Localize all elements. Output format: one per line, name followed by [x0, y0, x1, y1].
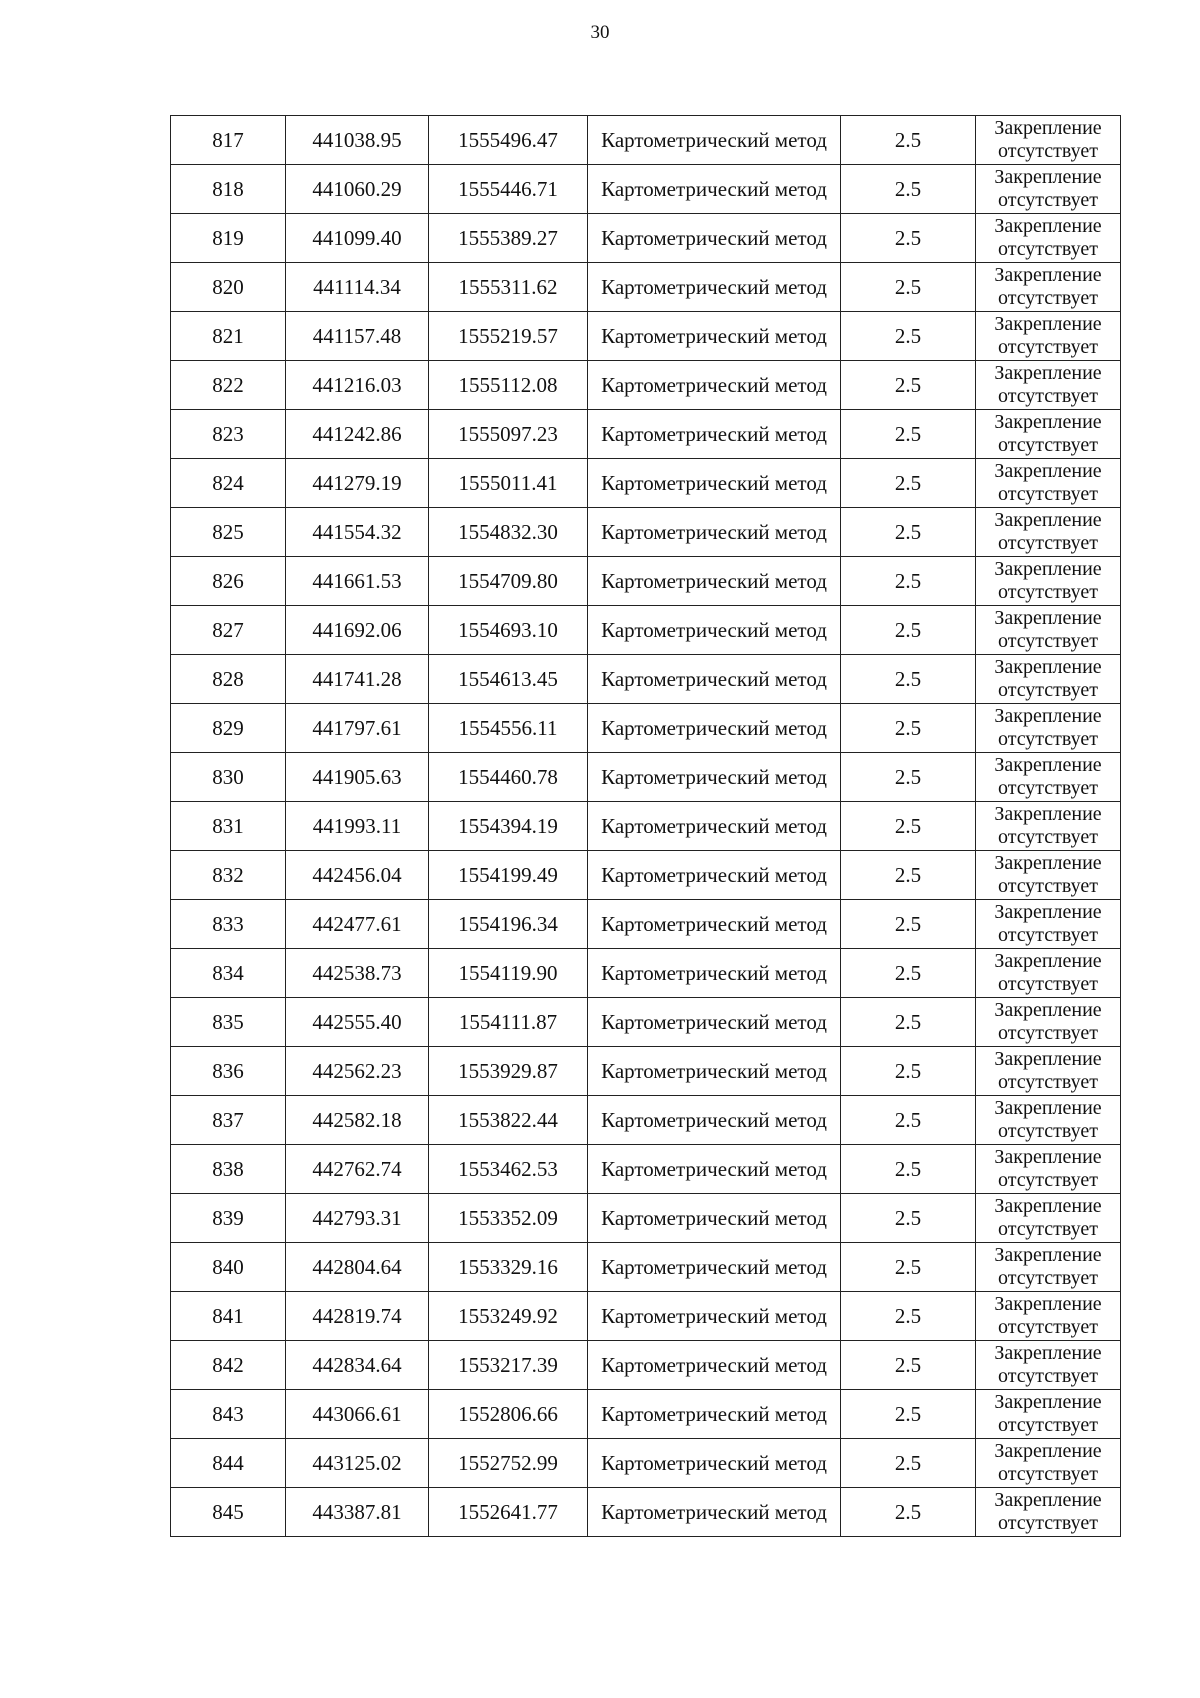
fixing-text-line: Закрепление: [994, 1195, 1102, 1217]
table-row: [171, 1243, 1121, 1292]
fixing-text-line: Закрепление: [994, 558, 1102, 580]
table-row: [171, 214, 1121, 263]
y-coordinate-cell: 1555496.47: [429, 116, 588, 165]
fixing-text-line: отсутствует: [997, 826, 1099, 848]
x-coordinate-cell: 442819.74: [286, 1292, 429, 1341]
fixing-text-line: Закрепление: [994, 313, 1102, 335]
fixing-text-line: отсутствует: [997, 532, 1099, 554]
fixing-text-line: Закрепление: [994, 509, 1102, 531]
point-number-cell: 820: [171, 263, 286, 312]
method-cell: Картометрический метод: [588, 704, 841, 753]
point-number-cell: 834: [171, 949, 286, 998]
point-number-cell: 822: [171, 361, 286, 410]
table-row: [171, 1194, 1121, 1243]
fixing-text-line: Закрепление: [994, 1048, 1102, 1070]
accuracy-cell: 2.5: [841, 1439, 976, 1488]
fixing-cell: [976, 214, 1121, 263]
fixing-cell: [976, 1292, 1121, 1341]
fixing-cell: [976, 1439, 1121, 1488]
accuracy-cell: 2.5: [841, 704, 976, 753]
accuracy-cell: 2.5: [841, 606, 976, 655]
fixing-text-line: Закрепление: [994, 754, 1102, 776]
fixing-text-line: отсутствует: [997, 1316, 1099, 1338]
y-coordinate-cell: 1554832.30: [429, 508, 588, 557]
y-coordinate-cell: 1554199.49: [429, 851, 588, 900]
accuracy-cell: 2.5: [841, 851, 976, 900]
fixing-cell: [976, 410, 1121, 459]
table-row: [171, 998, 1121, 1047]
table-row: [171, 312, 1121, 361]
table-row: [171, 557, 1121, 606]
table-row: [171, 1047, 1121, 1096]
y-coordinate-cell: 1554196.34: [429, 900, 588, 949]
fixing-cell: [976, 606, 1121, 655]
fixing-text-line: отсутствует: [997, 679, 1099, 701]
method-cell: Картометрический метод: [588, 410, 841, 459]
fixing-text-line: Закрепление: [994, 1097, 1102, 1119]
table-row: [171, 263, 1121, 312]
y-coordinate-cell: 1553249.92: [429, 1292, 588, 1341]
x-coordinate-cell: 441741.28: [286, 655, 429, 704]
table-row: [171, 116, 1121, 165]
fixing-text-line: отсутствует: [997, 924, 1099, 946]
method-cell: Картометрический метод: [588, 214, 841, 263]
point-number-cell: 824: [171, 459, 286, 508]
method-cell: Картометрический метод: [588, 851, 841, 900]
accuracy-cell: 2.5: [841, 998, 976, 1047]
fixing-cell: [976, 753, 1121, 802]
fixing-text-line: отсутствует: [997, 1071, 1099, 1093]
y-coordinate-cell: 1555311.62: [429, 263, 588, 312]
method-cell: Картометрический метод: [588, 1194, 841, 1243]
method-cell: Картометрический метод: [588, 263, 841, 312]
fixing-text-line: Закрепление: [994, 1391, 1102, 1413]
page-number: 30: [590, 22, 610, 43]
method-cell: Картометрический метод: [588, 459, 841, 508]
x-coordinate-cell: 441661.53: [286, 557, 429, 606]
fixing-text-line: Закрепление: [994, 1244, 1102, 1266]
fixing-text-line: отсутствует: [997, 1218, 1099, 1240]
fixing-text-line: Закрепление: [994, 117, 1102, 139]
x-coordinate-cell: 442555.40: [286, 998, 429, 1047]
table-row: [171, 1145, 1121, 1194]
point-number-cell: 837: [171, 1096, 286, 1145]
y-coordinate-cell: 1553929.87: [429, 1047, 588, 1096]
method-cell: Картометрический метод: [588, 998, 841, 1047]
fixing-text-line: отсутствует: [997, 875, 1099, 897]
accuracy-cell: 2.5: [841, 802, 976, 851]
method-cell: Картометрический метод: [588, 116, 841, 165]
accuracy-cell: 2.5: [841, 1047, 976, 1096]
fixing-text-line: Закрепление: [994, 264, 1102, 286]
table-row: [171, 410, 1121, 459]
table-row: [171, 508, 1121, 557]
accuracy-cell: 2.5: [841, 508, 976, 557]
fixing-text-line: Закрепление: [994, 999, 1102, 1021]
fixing-cell: [976, 949, 1121, 998]
x-coordinate-cell: 443125.02: [286, 1439, 429, 1488]
table-row: [171, 900, 1121, 949]
x-coordinate-cell: 442804.64: [286, 1243, 429, 1292]
fixing-cell: [976, 1390, 1121, 1439]
fixing-text-line: Закрепление: [994, 607, 1102, 629]
x-coordinate-cell: 441038.95: [286, 116, 429, 165]
fixing-cell: [976, 312, 1121, 361]
accuracy-cell: 2.5: [841, 900, 976, 949]
accuracy-cell: 2.5: [841, 1096, 976, 1145]
point-number-cell: 843: [171, 1390, 286, 1439]
point-number-cell: 844: [171, 1439, 286, 1488]
accuracy-cell: 2.5: [841, 459, 976, 508]
fixing-cell: [976, 1243, 1121, 1292]
fixing-text-line: отсутствует: [997, 483, 1099, 505]
fixing-cell: [976, 998, 1121, 1047]
table-row: [171, 753, 1121, 802]
method-cell: Картометрический метод: [588, 655, 841, 704]
fixing-text-line: отсутствует: [997, 1169, 1099, 1191]
fixing-text-line: отсутствует: [997, 1512, 1099, 1534]
fixing-text-line: отсутствует: [997, 777, 1099, 799]
fixing-cell: [976, 1488, 1121, 1537]
x-coordinate-cell: 441905.63: [286, 753, 429, 802]
fixing-text-line: отсутствует: [997, 140, 1099, 162]
x-coordinate-cell: 443066.61: [286, 1390, 429, 1439]
fixing-text-line: Закрепление: [994, 1440, 1102, 1462]
fixing-cell: [976, 459, 1121, 508]
point-number-cell: 832: [171, 851, 286, 900]
fixing-cell: [976, 900, 1121, 949]
fixing-cell: [976, 1096, 1121, 1145]
x-coordinate-cell: 442582.18: [286, 1096, 429, 1145]
point-number-cell: 828: [171, 655, 286, 704]
accuracy-cell: 2.5: [841, 312, 976, 361]
fixing-text-line: отсутствует: [997, 973, 1099, 995]
fixing-text-line: отсутствует: [997, 238, 1099, 260]
method-cell: Картометрический метод: [588, 606, 841, 655]
x-coordinate-cell: 442762.74: [286, 1145, 429, 1194]
fixing-cell: [976, 1047, 1121, 1096]
fixing-cell: [976, 851, 1121, 900]
accuracy-cell: 2.5: [841, 655, 976, 704]
y-coordinate-cell: 1554394.19: [429, 802, 588, 851]
point-number-cell: 829: [171, 704, 286, 753]
point-number-cell: 836: [171, 1047, 286, 1096]
fixing-text-line: Закрепление: [994, 1146, 1102, 1168]
y-coordinate-cell: 1554613.45: [429, 655, 588, 704]
fixing-cell: [976, 1145, 1121, 1194]
fixing-text-line: отсутствует: [997, 1120, 1099, 1142]
x-coordinate-cell: 441099.40: [286, 214, 429, 263]
y-coordinate-cell: 1553352.09: [429, 1194, 588, 1243]
method-cell: Картометрический метод: [588, 1243, 841, 1292]
fixing-cell: [976, 165, 1121, 214]
fixing-text-line: Закрепление: [994, 1293, 1102, 1315]
table-row: [171, 606, 1121, 655]
accuracy-cell: 2.5: [841, 1341, 976, 1390]
y-coordinate-cell: 1555219.57: [429, 312, 588, 361]
x-coordinate-cell: 442456.04: [286, 851, 429, 900]
accuracy-cell: 2.5: [841, 214, 976, 263]
point-number-cell: 830: [171, 753, 286, 802]
accuracy-cell: 2.5: [841, 1488, 976, 1537]
fixing-text-line: Закрепление: [994, 460, 1102, 482]
point-number-cell: 845: [171, 1488, 286, 1537]
accuracy-cell: 2.5: [841, 410, 976, 459]
point-number-cell: 827: [171, 606, 286, 655]
method-cell: Картометрический метод: [588, 753, 841, 802]
fixing-text-line: Закрепление: [994, 1489, 1102, 1511]
method-cell: Картометрический метод: [588, 949, 841, 998]
y-coordinate-cell: 1552752.99: [429, 1439, 588, 1488]
x-coordinate-cell: 441060.29: [286, 165, 429, 214]
accuracy-cell: 2.5: [841, 1292, 976, 1341]
fixing-text-line: отсутствует: [997, 581, 1099, 603]
x-coordinate-cell: 441797.61: [286, 704, 429, 753]
point-number-cell: 821: [171, 312, 286, 361]
accuracy-cell: 2.5: [841, 557, 976, 606]
fixing-text-line: отсутствует: [997, 336, 1099, 358]
table-row: [171, 1096, 1121, 1145]
fixing-cell: [976, 1341, 1121, 1390]
point-number-cell: 819: [171, 214, 286, 263]
method-cell: Картометрический метод: [588, 802, 841, 851]
method-cell: Картометрический метод: [588, 1292, 841, 1341]
y-coordinate-cell: 1553217.39: [429, 1341, 588, 1390]
fixing-text-line: Закрепление: [994, 852, 1102, 874]
fixing-text-line: Закрепление: [994, 1342, 1102, 1364]
fixing-text-line: отсутствует: [997, 434, 1099, 456]
point-number-cell: 838: [171, 1145, 286, 1194]
x-coordinate-cell: 443387.81: [286, 1488, 429, 1537]
table-row: [171, 459, 1121, 508]
y-coordinate-cell: 1552641.77: [429, 1488, 588, 1537]
accuracy-cell: 2.5: [841, 116, 976, 165]
fixing-text-line: Закрепление: [994, 950, 1102, 972]
fixing-text-line: Закрепление: [994, 656, 1102, 678]
table-row: [171, 1390, 1121, 1439]
fixing-cell: [976, 704, 1121, 753]
fixing-text-line: отсутствует: [997, 1365, 1099, 1387]
fixing-cell: [976, 361, 1121, 410]
fixing-text-line: Закрепление: [994, 803, 1102, 825]
method-cell: Картометрический метод: [588, 900, 841, 949]
method-cell: Картометрический метод: [588, 1047, 841, 1096]
y-coordinate-cell: 1555389.27: [429, 214, 588, 263]
fixing-text-line: отсутствует: [997, 287, 1099, 309]
fixing-cell: [976, 116, 1121, 165]
method-cell: Картометрический метод: [588, 1096, 841, 1145]
method-cell: Картометрический метод: [588, 361, 841, 410]
fixing-text-line: Закрепление: [994, 362, 1102, 384]
method-cell: Картометрический метод: [588, 508, 841, 557]
y-coordinate-cell: 1553462.53: [429, 1145, 588, 1194]
fixing-cell: [976, 557, 1121, 606]
table-row: [171, 1488, 1121, 1537]
table-row: [171, 802, 1121, 851]
fixing-text-line: отсутствует: [997, 630, 1099, 652]
method-cell: Картометрический метод: [588, 1390, 841, 1439]
point-number-cell: 839: [171, 1194, 286, 1243]
x-coordinate-cell: 441216.03: [286, 361, 429, 410]
y-coordinate-cell: 1555097.23: [429, 410, 588, 459]
fixing-text-line: Закрепление: [994, 705, 1102, 727]
coordinates-table-body: [171, 116, 1121, 1537]
fixing-text-line: Закрепление: [994, 411, 1102, 433]
point-number-cell: 826: [171, 557, 286, 606]
table-row: [171, 1341, 1121, 1390]
table-row: [171, 949, 1121, 998]
x-coordinate-cell: 441114.34: [286, 263, 429, 312]
fixing-text-line: отсутствует: [997, 385, 1099, 407]
coordinates-table: [170, 115, 1121, 1537]
x-coordinate-cell: 441554.32: [286, 508, 429, 557]
point-number-cell: 842: [171, 1341, 286, 1390]
y-coordinate-cell: 1554556.11: [429, 704, 588, 753]
accuracy-cell: 2.5: [841, 753, 976, 802]
accuracy-cell: 2.5: [841, 1390, 976, 1439]
x-coordinate-cell: 441692.06: [286, 606, 429, 655]
table-row: [171, 1292, 1121, 1341]
y-coordinate-cell: 1554111.87: [429, 998, 588, 1047]
fixing-cell: [976, 655, 1121, 704]
table-row: [171, 704, 1121, 753]
x-coordinate-cell: 442834.64: [286, 1341, 429, 1390]
x-coordinate-cell: 441242.86: [286, 410, 429, 459]
x-coordinate-cell: 441157.48: [286, 312, 429, 361]
point-number-cell: 817: [171, 116, 286, 165]
method-cell: Картометрический метод: [588, 1439, 841, 1488]
accuracy-cell: 2.5: [841, 1145, 976, 1194]
fixing-text-line: отсутствует: [997, 1463, 1099, 1485]
x-coordinate-cell: 442562.23: [286, 1047, 429, 1096]
method-cell: Картометрический метод: [588, 165, 841, 214]
fixing-text-line: отсутствует: [997, 1414, 1099, 1436]
accuracy-cell: 2.5: [841, 263, 976, 312]
method-cell: Картометрический метод: [588, 1488, 841, 1537]
method-cell: Картометрический метод: [588, 1341, 841, 1390]
fixing-text-line: Закрепление: [994, 901, 1102, 923]
fixing-text-line: Закрепление: [994, 166, 1102, 188]
accuracy-cell: 2.5: [841, 1243, 976, 1292]
point-number-cell: 823: [171, 410, 286, 459]
point-number-cell: 818: [171, 165, 286, 214]
point-number-cell: 835: [171, 998, 286, 1047]
x-coordinate-cell: 442793.31: [286, 1194, 429, 1243]
fixing-text-line: отсутствует: [997, 1022, 1099, 1044]
method-cell: Картометрический метод: [588, 557, 841, 606]
table-row: [171, 655, 1121, 704]
y-coordinate-cell: 1554693.10: [429, 606, 588, 655]
point-number-cell: 825: [171, 508, 286, 557]
point-number-cell: 840: [171, 1243, 286, 1292]
accuracy-cell: 2.5: [841, 1194, 976, 1243]
y-coordinate-cell: 1553329.16: [429, 1243, 588, 1292]
y-coordinate-cell: 1554119.90: [429, 949, 588, 998]
point-number-cell: 831: [171, 802, 286, 851]
point-number-cell: 841: [171, 1292, 286, 1341]
fixing-text-line: Закрепление: [994, 215, 1102, 237]
table-row: [171, 1439, 1121, 1488]
accuracy-cell: 2.5: [841, 949, 976, 998]
fixing-cell: [976, 802, 1121, 851]
method-cell: Картометрический метод: [588, 312, 841, 361]
y-coordinate-cell: 1555446.71: [429, 165, 588, 214]
fixing-text-line: отсутствует: [997, 728, 1099, 750]
fixing-cell: [976, 263, 1121, 312]
x-coordinate-cell: 442477.61: [286, 900, 429, 949]
method-cell: Картометрический метод: [588, 1145, 841, 1194]
table-row: [171, 851, 1121, 900]
x-coordinate-cell: 441279.19: [286, 459, 429, 508]
fixing-cell: [976, 1194, 1121, 1243]
y-coordinate-cell: 1554460.78: [429, 753, 588, 802]
fixing-text-line: отсутствует: [997, 1267, 1099, 1289]
y-coordinate-cell: 1554709.80: [429, 557, 588, 606]
accuracy-cell: 2.5: [841, 361, 976, 410]
point-number-cell: 833: [171, 900, 286, 949]
x-coordinate-cell: 442538.73: [286, 949, 429, 998]
accuracy-cell: 2.5: [841, 165, 976, 214]
y-coordinate-cell: 1553822.44: [429, 1096, 588, 1145]
y-coordinate-cell: 1552806.66: [429, 1390, 588, 1439]
table-row: [171, 361, 1121, 410]
x-coordinate-cell: 441993.11: [286, 802, 429, 851]
table-row: [171, 165, 1121, 214]
fixing-text-line: отсутствует: [997, 189, 1099, 211]
y-coordinate-cell: 1555112.08: [429, 361, 588, 410]
y-coordinate-cell: 1555011.41: [429, 459, 588, 508]
fixing-cell: [976, 508, 1121, 557]
